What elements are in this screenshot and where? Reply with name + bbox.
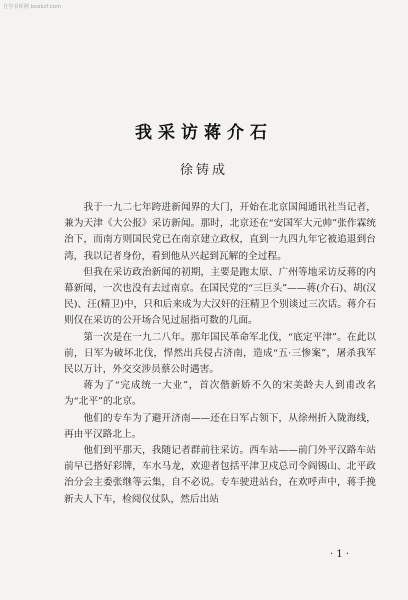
paragraph: 蒋为了“完成统一大业”，首次偕新娇不久的宋美龄夫人到甫改名为“北平”的北京。 bbox=[64, 380, 376, 408]
article-title: 我采访蒋介石 bbox=[135, 123, 273, 143]
paragraph: 但我在采访政治新闻的初期，主要是跑太原、广州等地采访反蒋的内幕新闻，一次也没有去过南京。在国民党的“三巨头”——蒋(介石)、胡(汉民)、汪(精卫)中，只和后来成为大汉奸的汪精卫个别谈过三次话。蒋介石则仅在采访的公开场合见过屈指可数的几面。 bbox=[64, 266, 376, 327]
paragraph: 他们到平那天，我随记者群前往采访。西车站——前门外平汉路车站前早已搭好彩牌，车水马龙，欢迎者包括平津卫戍总司令阎锡山、北平政治分会主委张继等云集，自不必说。专车驶进站台，在欢呼声中，蒋手挽新夫人下车，检阅仪仗队，然后出站 bbox=[64, 445, 376, 505]
paragraph: 我于一九二七年跨进新闻界的大门，开始在北京国闻通讯社当记者，兼为天津《大公报》采访新闻。那时，北京还在“安国军大元帅”张作霖统治下，而南方则国民党已在南京建立政权，直到一九四九年它被追退到台湾，我以记者身份，看到他从兴起到瓦解的全过程。 bbox=[64, 202, 376, 262]
paragraph: 他们的专车为了避开济南——还在日军占领下，从徐州折入陇海线，再由平汉路北上。 bbox=[64, 412, 376, 440]
article-author: 徐铸成 bbox=[179, 163, 228, 178]
paragraph: 第一次是在一九二八年。那年国民革命军北伐，“底定平津”。在此以前，日军为破坏北伐，悍然出兵侵占济南，造成“五·三惨案”，屠杀我军民以万计，外交交涉员蔡公时遇害。 bbox=[64, 331, 376, 376]
page-number: · 1 · bbox=[330, 549, 350, 560]
watermark: 自学书库网 bookzf.com bbox=[3, 4, 62, 10]
article-body bbox=[64, 200, 376, 508]
